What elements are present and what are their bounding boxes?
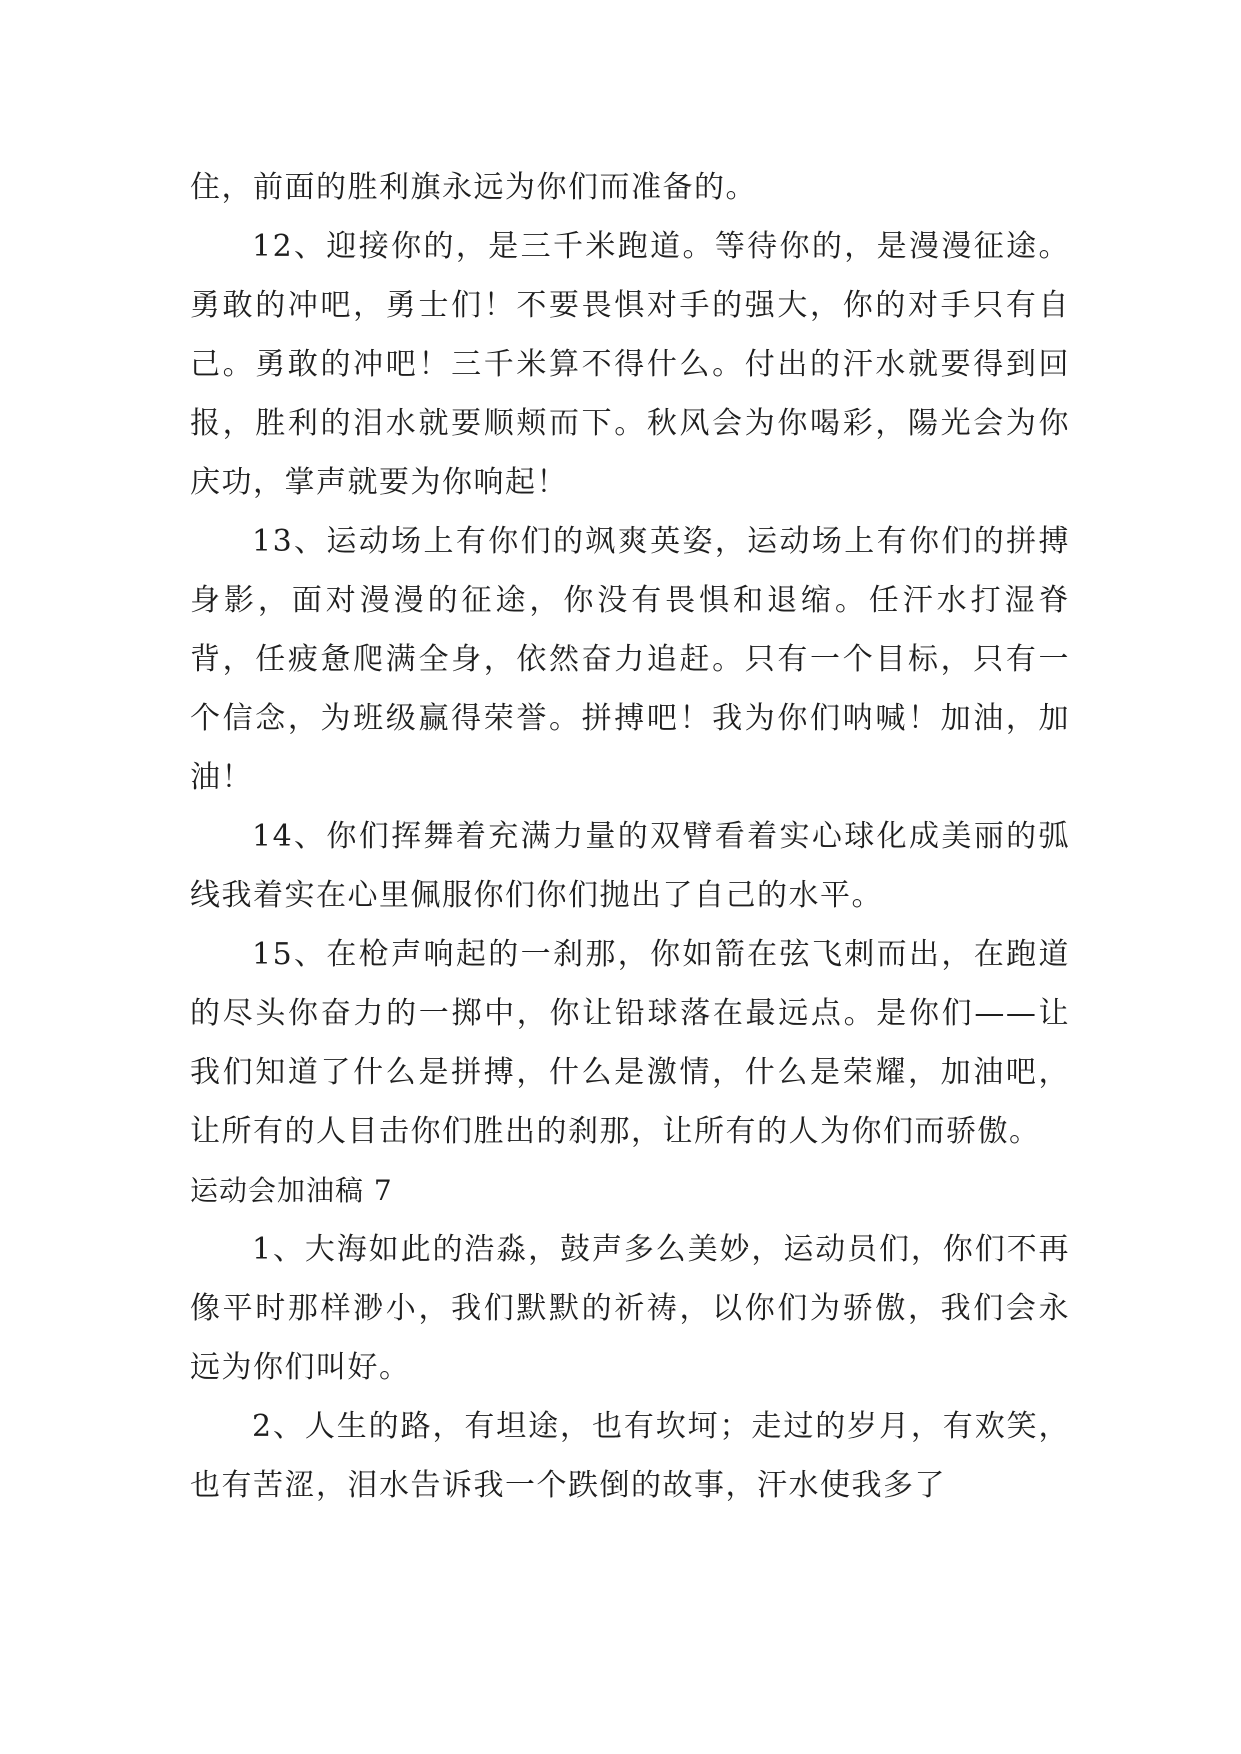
- paragraph-12: 12、迎接你的，是三千米跑道。等待你的，是漫漫征途。勇敢的冲吧，勇士们！不要畏惧对手的强大，你的对手只有自己。勇敢的冲吧！三千米算不得什么。付出的汗水就要得到回报，胜利的泪水就要顺颊而下。秋风会为你喝彩，陽光会为你庆功，掌声就要为你响起！: [190, 229, 1070, 500]
- section-paragraph-1: 1、大海如此的浩淼，鼓声多么美妙，运动员们，你们不再像平时那样渺小，我们默默的祈祷，以你们为骄傲，我们会永远为你们叫好。: [190, 1232, 1070, 1385]
- paragraph-13: 13、运动场上有你们的飒爽英姿，运动场上有你们的拼搏身影，面对漫漫的征途，你没有畏惧和退缩。任汗水打湿脊背，任疲惫爬满全身，依然奋力追赶。只有一个目标，只有一个信念，为班级赢得荣誉。拼搏吧！我为你们呐喊！加油，加油！: [190, 524, 1070, 795]
- section-paragraph-2: 2、人生的路，有坦途，也有坎坷；走过的岁月，有欢笑，也有苦涩，泪水告诉我一个跌倒的故事，汗水使我多了: [190, 1409, 1070, 1503]
- document-body: [190, 158, 1070, 1515]
- paragraph-continued: 住，前面的胜利旗永远为你们而准备的。: [190, 170, 757, 205]
- paragraph-14: 14、你们挥舞着充满力量的双臂看着实心球化成美丽的弧线我着实在心里佩服你们你们抛出了自己的水平。: [190, 819, 1070, 913]
- section-title: 运动会加油稿 7: [190, 1174, 393, 1207]
- paragraph-15: 15、在枪声响起的一刹那，你如箭在弦飞刺而出，在跑道的尽头你奋力的一掷中，你让铅球落在最远点。是你们——让我们知道了什么是拼搏，什么是激情，什么是荣耀，加油吧，让所有的人目击你们胜出的刹那，让所有的人为你们而骄傲。: [190, 937, 1070, 1149]
